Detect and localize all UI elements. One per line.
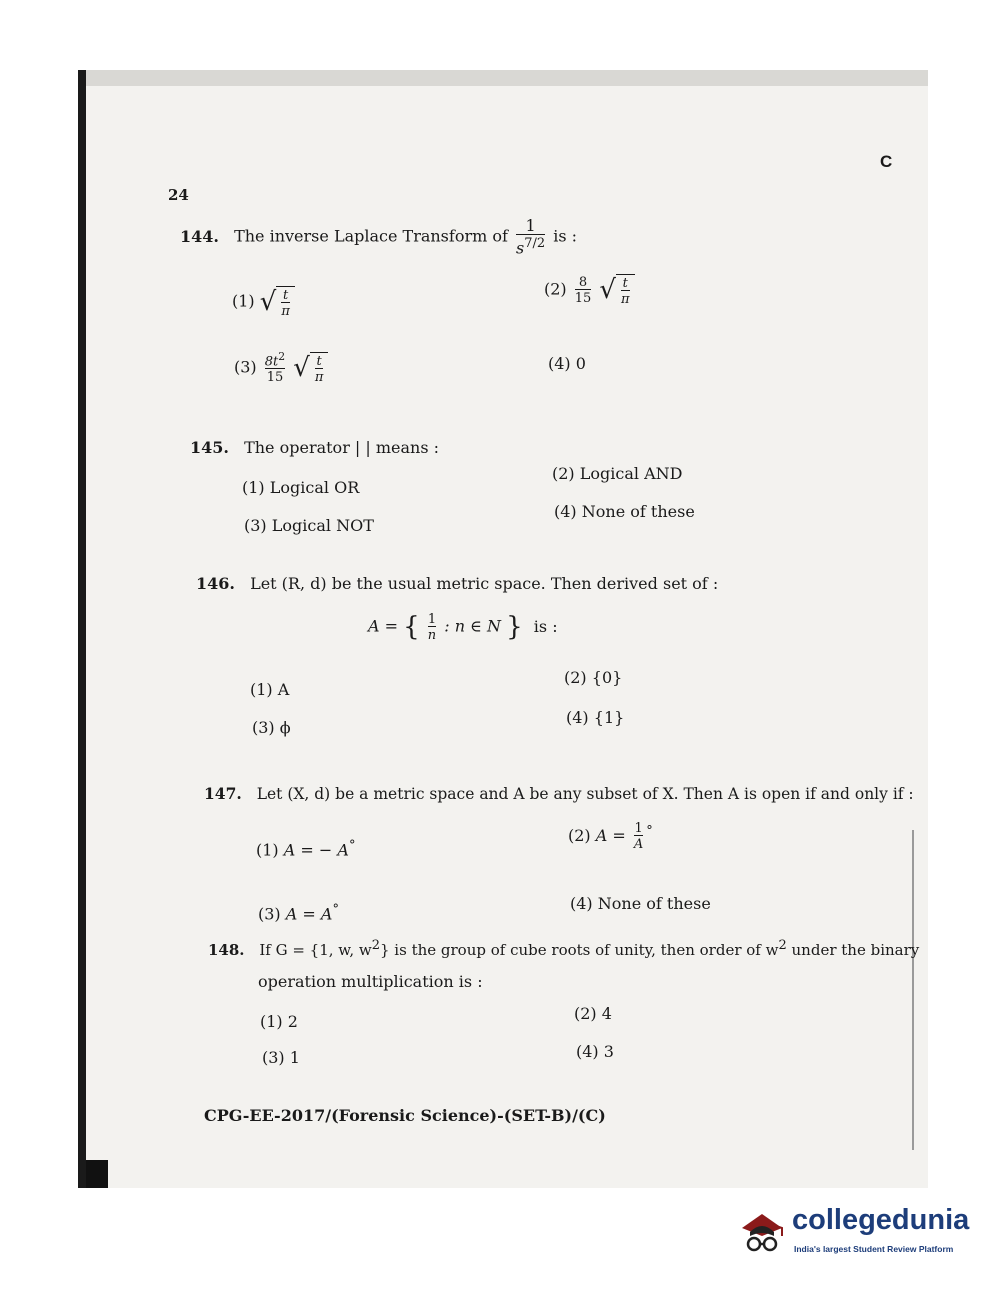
set-numerator: 1: [427, 611, 437, 627]
option-148-2[interactable]: [574, 1004, 612, 1023]
option-text: 1: [289, 1048, 300, 1067]
option-145-4[interactable]: [554, 502, 695, 521]
interior-ring: °: [348, 838, 356, 853]
option-label: (2): [564, 668, 587, 687]
option-text: {0}: [591, 668, 623, 687]
set-lhs: A =: [368, 616, 399, 636]
exponent: 2: [278, 350, 286, 363]
fraction-denominator: s: [516, 238, 525, 258]
scan-top-edge: [78, 70, 928, 86]
radicand-numerator: t: [283, 288, 289, 303]
option-text: 3: [603, 1042, 614, 1061]
option-label: (4): [570, 894, 593, 913]
option-label: (4): [554, 502, 577, 521]
option-label: (2): [568, 826, 591, 845]
option-text: Logical AND: [579, 464, 683, 483]
question-145: [190, 438, 439, 457]
option-148-1[interactable]: [260, 1012, 298, 1031]
option-146-2[interactable]: [564, 668, 622, 687]
option-148-3[interactable]: [262, 1048, 300, 1067]
question-text-b: } is the group of cube roots of unity, then order of w: [380, 941, 779, 959]
scan-margin-line: [912, 830, 914, 1150]
set-is: is :: [533, 616, 558, 636]
option-146-4[interactable]: [566, 708, 624, 727]
question-text: Let (X, d) be a metric space and A be any subset of X. Then A is open if and only if :: [256, 785, 914, 803]
option-text: None of these: [597, 894, 711, 913]
set-definition: A = { $\frac{1}{n}$ : n ∈ N } is :: [368, 611, 558, 643]
option-expression: A = − A: [283, 840, 349, 860]
brand-tagline: India's largest Student Review Platform: [794, 1244, 954, 1254]
question-148-line2: operation multiplication is :: [258, 972, 483, 991]
interior-ring: °: [646, 823, 653, 839]
collegedunia-logo[interactable]: [736, 1200, 970, 1264]
footer-code: CPG-EE-2017/(Forensic Science)-(SET-B)/(C): [204, 1106, 606, 1125]
option-label: (1): [232, 291, 255, 311]
option-label: (1): [260, 1012, 283, 1031]
question-text-a: If G = {1, w, w: [259, 941, 372, 959]
square-root: √ $\frac{t}{\pi}$: [599, 274, 634, 306]
option-text: A: [277, 680, 290, 699]
option-label: (3): [262, 1048, 285, 1067]
option-text: ϕ: [279, 718, 291, 737]
option-147-4[interactable]: [570, 894, 711, 913]
brand-name: collegedunia: [792, 1204, 970, 1236]
radicand-numerator: t: [316, 354, 322, 370]
option-label: (1): [242, 478, 265, 497]
fraction-numerator: 1: [525, 216, 536, 235]
radicand-denominator: π: [620, 292, 630, 307]
option-text: 2: [287, 1012, 298, 1031]
student-mascot-icon: [736, 1206, 788, 1258]
fraction: [516, 218, 545, 256]
option-144-2[interactable]: [544, 274, 635, 306]
question-number: 147.: [204, 784, 242, 803]
exponent: 7/2: [524, 236, 546, 251]
option-label: (3): [234, 357, 257, 377]
set-code: C: [880, 152, 893, 171]
option-fraction: [634, 822, 643, 851]
question-number: 144.: [180, 226, 219, 246]
option-label: (4): [566, 708, 589, 727]
option-text: 4: [601, 1004, 612, 1023]
option-label: (4): [548, 354, 571, 373]
radicand-denominator: π: [281, 304, 290, 319]
interior-ring: °: [332, 902, 339, 917]
coefficient: [575, 276, 592, 305]
option-expression: A = A: [285, 904, 333, 924]
option-label: (1): [256, 840, 279, 860]
question-text: The inverse Laplace Transform of: [234, 226, 508, 246]
set-denominator: n: [427, 627, 437, 643]
question-number: 148.: [208, 941, 245, 959]
option-label: (2): [574, 1004, 597, 1023]
option-label: (1): [250, 680, 273, 699]
square-root: √ $\frac{t}{\pi}$: [260, 286, 295, 318]
fraction-denominator: A: [633, 837, 644, 852]
radicand-denominator: π: [314, 370, 324, 386]
option-text: None of these: [581, 502, 695, 521]
option-text: {1}: [593, 708, 625, 727]
question-number: 146.: [196, 574, 235, 593]
question-146: [196, 574, 718, 593]
question-text: The operator | | means :: [244, 438, 440, 457]
exponent: 2: [371, 938, 380, 953]
option-147-1[interactable]: [256, 838, 355, 859]
option-expression: A =: [595, 826, 626, 845]
option-145-3[interactable]: [244, 516, 374, 535]
question-147: [204, 784, 914, 803]
option-label: (3): [244, 516, 267, 535]
scan-corner-mark: [78, 1160, 108, 1188]
option-144-4[interactable]: [548, 354, 586, 373]
coef-numerator: 8: [578, 274, 588, 290]
option-text: Logical NOT: [271, 516, 374, 535]
square-root: √ $\frac{t}{\pi}$: [293, 352, 328, 384]
page-number: 24: [168, 186, 189, 204]
question-144: [180, 218, 577, 256]
option-145-1[interactable]: [242, 478, 359, 497]
set-fraction: [428, 613, 436, 642]
set-condition: : n ∈ N: [444, 616, 502, 636]
coef-denominator: 15: [574, 290, 592, 306]
option-146-3[interactable]: [252, 718, 291, 737]
fraction-numerator: 1: [634, 821, 643, 836]
option-label: (2): [544, 279, 567, 299]
question-text-c: under the binary: [791, 941, 920, 959]
question-148: [208, 938, 919, 959]
option-145-2[interactable]: [552, 464, 682, 483]
radicand-numerator: t: [622, 276, 628, 291]
coef-numerator: 8t: [264, 354, 279, 370]
option-text: Logical OR: [269, 478, 360, 497]
option-148-4[interactable]: [576, 1042, 614, 1061]
option-147-2[interactable]: [568, 822, 653, 851]
coef-denominator: 15: [266, 370, 284, 386]
option-label: (3): [252, 718, 275, 737]
coefficient: [265, 352, 285, 384]
question-text-end: is :: [553, 226, 578, 246]
option-144-3[interactable]: [234, 352, 328, 384]
option-144-1[interactable]: [232, 286, 295, 318]
option-label: (4): [576, 1042, 599, 1061]
option-label: (3): [258, 904, 281, 924]
question-text: Let (R, d) be the usual metric space. Then derived set of :: [250, 574, 719, 593]
option-146-1[interactable]: [250, 680, 289, 699]
option-label: (2): [552, 464, 575, 483]
question-number: 145.: [190, 438, 229, 457]
exponent: 2: [778, 938, 787, 953]
option-147-3[interactable]: [258, 902, 339, 923]
option-text: 0: [575, 354, 586, 373]
